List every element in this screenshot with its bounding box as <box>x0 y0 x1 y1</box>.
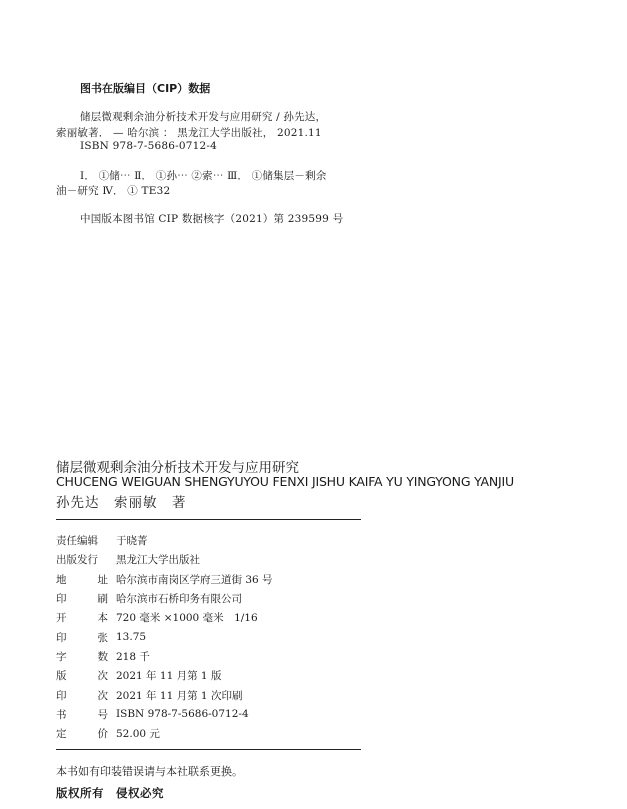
detail-value: 2021 年 11 月第 1 次印刷 <box>116 689 243 702</box>
detail-label <box>56 630 116 645</box>
detail-label <box>56 552 116 567</box>
detail-label-text: 数 <box>97 650 108 663</box>
detail-label <box>56 591 116 606</box>
detail-row <box>56 705 273 724</box>
detail-label-text: 价 <box>97 728 108 741</box>
book-authors: 孙先达 索丽敏 著 <box>56 495 187 511</box>
detail-label-text: 开 <box>56 612 67 625</box>
detail-label <box>56 688 116 703</box>
book-title-pinyin: CHUCENG WEIGUAN SHENGYUYOU FENXI JISHU KAIFA YU YINGYONG YANJIU <box>56 474 514 489</box>
detail-value: 218 千 <box>116 650 150 663</box>
detail-row <box>56 589 273 608</box>
detail-label <box>56 572 116 587</box>
detail-label-text: 字 <box>56 650 67 663</box>
copyright-notice: 版权所有 侵权必究 <box>56 786 164 800</box>
detail-value: 720 毫米 ×1000 毫米 1/16 <box>116 612 258 625</box>
detail-label <box>56 707 116 722</box>
detail-value: 13.75 <box>116 631 147 644</box>
detail-row <box>56 570 273 589</box>
detail-label <box>56 668 116 683</box>
cip-line: 油－研究 Ⅳ． ① TE32 <box>56 185 171 197</box>
detail-label-text: 定 <box>56 728 67 741</box>
detail-row <box>56 531 273 550</box>
detail-value: 于晓菁 <box>116 535 148 548</box>
detail-label <box>56 533 116 548</box>
detail-label-text: 刷 <box>97 593 108 606</box>
detail-value: 黑龙江大学出版社 <box>116 554 200 567</box>
cip-line: ISBN 978-7-5686-0712-4 <box>80 140 218 152</box>
detail-label-text: 版 <box>56 670 67 683</box>
detail-label <box>56 610 116 625</box>
detail-value: ISBN 978-7-5686-0712-4 <box>116 708 249 721</box>
detail-value: 2021 年 11 月第 1 版 <box>116 670 222 683</box>
detail-label <box>56 649 116 664</box>
detail-label-text: 次 <box>97 689 108 702</box>
detail-label-text: 出版发行 <box>56 554 98 567</box>
detail-label-text: 本 <box>97 612 108 625</box>
cip-line: Ⅰ． ①储⋯ Ⅱ． ①孙⋯ ②索⋯ Ⅲ． ①储集层－剩余 <box>80 170 327 182</box>
detail-label-text: 印 <box>56 689 67 702</box>
detail-label-text: 张 <box>97 631 108 644</box>
detail-row <box>56 666 273 685</box>
detail-label-text: 书 <box>56 708 67 721</box>
cip-line: 索丽敏著． — 哈尔滨 ： 黑龙江大学出版社， 2021.11 <box>56 127 322 139</box>
detail-row <box>56 647 273 666</box>
cip-line: 中国版本图书馆 CIP 数据核字（2021）第 239599 号 <box>80 213 344 225</box>
detail-label-text: 址 <box>97 573 108 586</box>
detail-row <box>56 685 273 704</box>
detail-label-text: 责任编辑 <box>56 535 98 548</box>
detail-label-text: 印 <box>56 593 67 606</box>
book-title: 储层微观剩余油分析技术开发与应用研究 <box>56 460 299 476</box>
detail-row <box>56 724 273 743</box>
cip-heading: 图书在版编目（CIP）数据 <box>80 82 211 95</box>
detail-value: 哈尔滨市南岗区学府三道街 36 号 <box>116 573 273 586</box>
replacement-note: 本书如有印装错误请与本社联系更换。 <box>56 765 243 778</box>
detail-row <box>56 608 273 627</box>
divider <box>56 749 361 750</box>
detail-label-text: 地 <box>56 573 67 586</box>
detail-value: 哈尔滨市石桥印务有限公司 <box>116 593 242 606</box>
detail-row <box>56 550 273 569</box>
detail-value: 52.00 元 <box>116 728 160 741</box>
detail-label-text: 印 <box>56 631 67 644</box>
detail-label <box>56 726 116 741</box>
detail-label-text: 次 <box>97 670 108 683</box>
detail-row <box>56 627 273 646</box>
divider <box>56 519 361 520</box>
publication-details <box>56 531 273 743</box>
detail-label-text: 号 <box>97 708 108 721</box>
cip-line: 储层微观剩余油分析技术开发与应用研究 / 孙先达， <box>80 111 327 123</box>
